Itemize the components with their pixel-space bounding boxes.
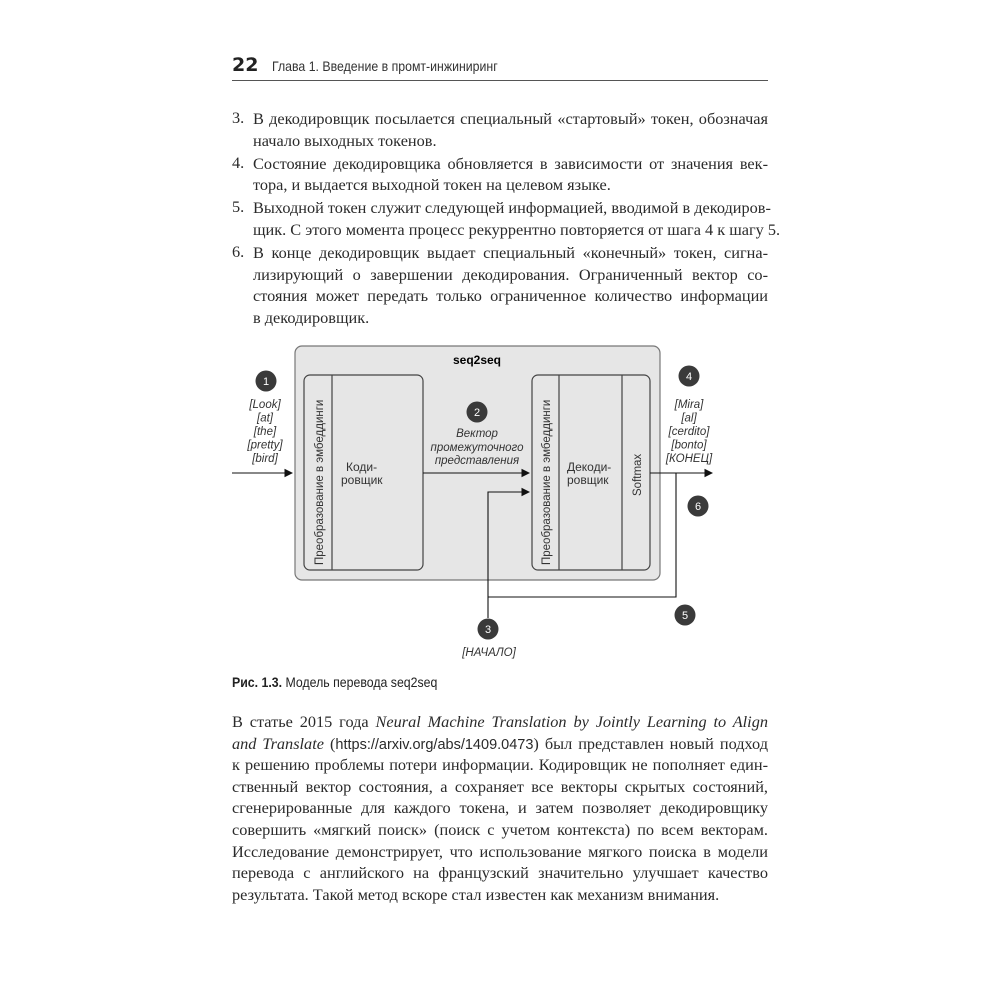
- para-text: В статье 2015 года: [232, 712, 376, 731]
- input-token: [at]: [257, 412, 273, 425]
- input-token: [pretty]: [247, 439, 283, 452]
- para-line: совершить «мягкий поиск» (поиск с учетом контекста) по всем векторам.: [232, 819, 768, 839]
- figure-caption: [232, 674, 437, 690]
- list-number: 3.: [232, 108, 245, 127]
- input-token: [bird]: [252, 453, 278, 465]
- step-number: 1: [262, 376, 270, 388]
- step-marker-6: [688, 496, 709, 517]
- encoder-embedding-label: Преобразование в эмбеддинги: [314, 399, 326, 565]
- output-token: [cerdito]: [668, 426, 710, 438]
- para-text: (: [323, 733, 336, 753]
- list-line: стояния может передать только ограниченное количество информации: [253, 286, 768, 306]
- para-line: к решению проблемы потери информации. Кодировщик не пополняет един-: [232, 755, 768, 775]
- list-line: В декодировщик посылается специальный «стартовый» токен, обозначая: [253, 109, 768, 128]
- list-number: 4.: [232, 152, 245, 172]
- paper-title: Neural Machine Translation by Jointly Learning to Align: [375, 712, 768, 731]
- output-token: [КОНЕЦ]: [665, 453, 713, 465]
- page-number: 22: [232, 54, 259, 76]
- figure-label: Рис. 1.3.: [232, 674, 283, 690]
- encoder-label-1: Коди-: [346, 460, 378, 474]
- para-text: ) был представлен новый подход: [533, 733, 769, 753]
- vector-label-1: Вектор: [456, 428, 498, 440]
- start-token: [НАЧАЛО]: [462, 647, 516, 659]
- step-number: 6: [694, 501, 702, 513]
- step-marker-1: [256, 371, 277, 392]
- list-line: щик. С этого момента процесс рекуррентно повторяется от шага 4 к шагу 5.: [253, 219, 781, 239]
- step-marker-5: [675, 605, 696, 626]
- paper-title-cont: and Translate: [232, 733, 324, 753]
- step-marker-3: [478, 619, 499, 640]
- step-number: 5: [681, 610, 689, 622]
- list-number: 6.: [232, 241, 245, 261]
- vector-label-3: представления: [434, 455, 520, 467]
- body-paragraph: [232, 711, 768, 905]
- vector-label-2: промежуточного: [430, 442, 524, 454]
- decoder-embedding-label: Преобразование в эмбеддинги: [541, 399, 553, 565]
- input-token: [Look]: [249, 399, 281, 411]
- step-marker-4: [679, 366, 700, 387]
- para-line: перевода с английского на французский значительно улучшает качество: [232, 863, 768, 883]
- output-token: [al]: [681, 412, 697, 425]
- step-number: 4: [685, 371, 693, 383]
- list-line: тора, и выдается выходной токен на целевом языке.: [253, 175, 611, 195]
- paper-link[interactable]: https://arxiv.org/abs/1409.0473: [335, 736, 534, 753]
- list-line: В конце декодировщик выдает специальный «конечный» токен, сигна-: [253, 242, 768, 262]
- output-token: [bonto]: [671, 439, 707, 452]
- para-line: ственный вектор состояния, а сохраняет все векторы скрытых состояний,: [232, 776, 768, 796]
- step-marker-2: [467, 402, 488, 423]
- list-line: начало выходных токенов.: [253, 130, 437, 150]
- chapter-title: Глава 1. Введение в промт-инжиниринг: [272, 58, 498, 74]
- decoder-label-2: ровщик: [567, 473, 609, 487]
- para-line: результата. Такой метод вскоре стал известен как механизм внимания.: [232, 884, 720, 904]
- figure-text: Модель перевода seq2seq: [285, 674, 438, 690]
- step-number: 3: [484, 624, 492, 636]
- decoder-label-1: Декоди-: [567, 460, 612, 474]
- list-line: лизирующий о завершении декодирования. Ограниченный вектор со-: [253, 264, 768, 284]
- step-number: 2: [473, 407, 481, 419]
- encoder-label-2: ровщик: [341, 473, 383, 487]
- para-line: сгенерированные для каждого токена, и затем позволяет декодировщику: [232, 798, 768, 818]
- list-line: Состояние декодировщика обновляется в зависимости от значения век-: [253, 153, 768, 173]
- para-line: Исследование демонстрирует, что использование мягкого поиска в модели: [232, 841, 768, 861]
- softmax-label: Softmax: [632, 453, 644, 496]
- output-token: [Mira]: [674, 399, 704, 411]
- list-line: Выходной токен служит следующей информацией, вводимой в декодиров-: [253, 198, 771, 218]
- list-number: 5.: [232, 197, 245, 217]
- list-line: в декодировщик.: [253, 308, 370, 328]
- input-token: [the]: [253, 426, 277, 438]
- seq2seq-title: seq2seq: [452, 353, 502, 367]
